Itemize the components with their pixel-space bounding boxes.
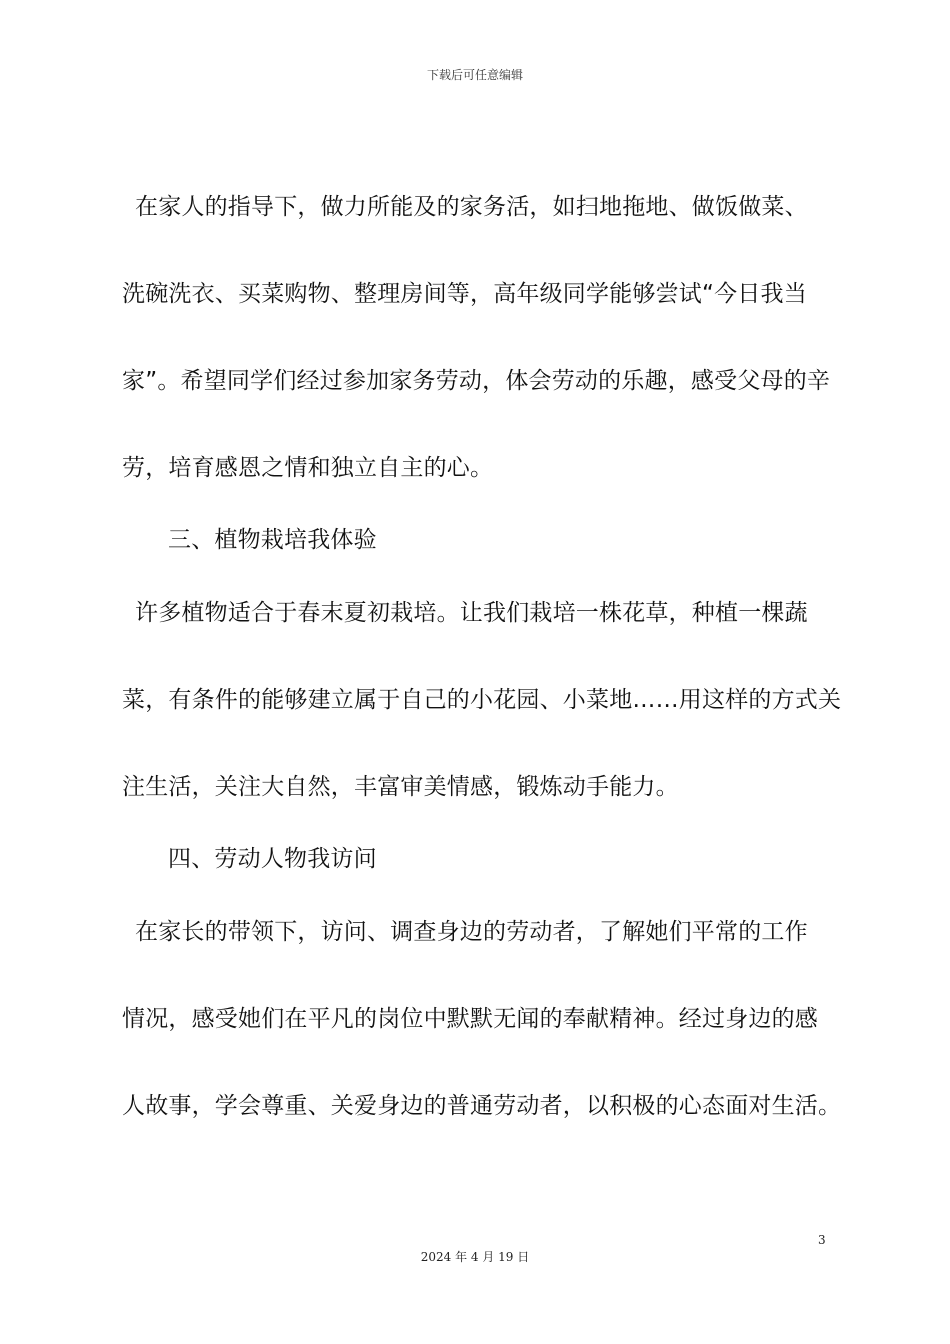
section-heading: 四、劳动人物我访问 bbox=[168, 846, 377, 872]
page-header-note: 下载后可任意编辑 bbox=[426, 68, 523, 82]
section-heading: 三、植物栽培我体验 bbox=[168, 527, 377, 553]
paragraph-line: 人故事，学会尊重、关爱身边的普通劳动者，以积极的心态面对生活。 bbox=[122, 1093, 842, 1119]
paragraph-line: 情况，感受她们在平凡的岗位中默默无闻的奉献精神。经过身边的感 bbox=[122, 1006, 818, 1032]
paragraph-line: 洗碗洗衣、买菜购物、整理房间等，高年级同学能够尝试“今日我当 bbox=[122, 281, 807, 307]
footer-date: 2024 年 4 月 19 日 bbox=[420, 1250, 530, 1264]
paragraph-line: 注生活，关注大自然，丰富审美情感，锻炼动手能力。 bbox=[122, 774, 679, 800]
paragraph-line: 在家长的带领下，访问、调查身边的劳动者，了解她们平常的工作 bbox=[135, 919, 808, 945]
page-number: 3 bbox=[818, 1233, 826, 1247]
paragraph-line: 在家人的指导下，做力所能及的家务活，如扫地拖地、做饭做菜、 bbox=[135, 194, 808, 220]
paragraph-line: 许多植物适合于春末夏初栽培。让我们栽培一株花草，种植一棵蔬 bbox=[135, 600, 808, 626]
paragraph-line: 劳，培育感恩之情和独立自主的心。 bbox=[122, 455, 494, 481]
paragraph-line: 家”。希望同学们经过参加家务劳动，体会劳动的乐趣，感受父母的辛 bbox=[122, 368, 831, 394]
paragraph-line: 菜，有条件的能够建立属于自己的小花园、小菜地……用这样的方式关 bbox=[122, 687, 842, 713]
